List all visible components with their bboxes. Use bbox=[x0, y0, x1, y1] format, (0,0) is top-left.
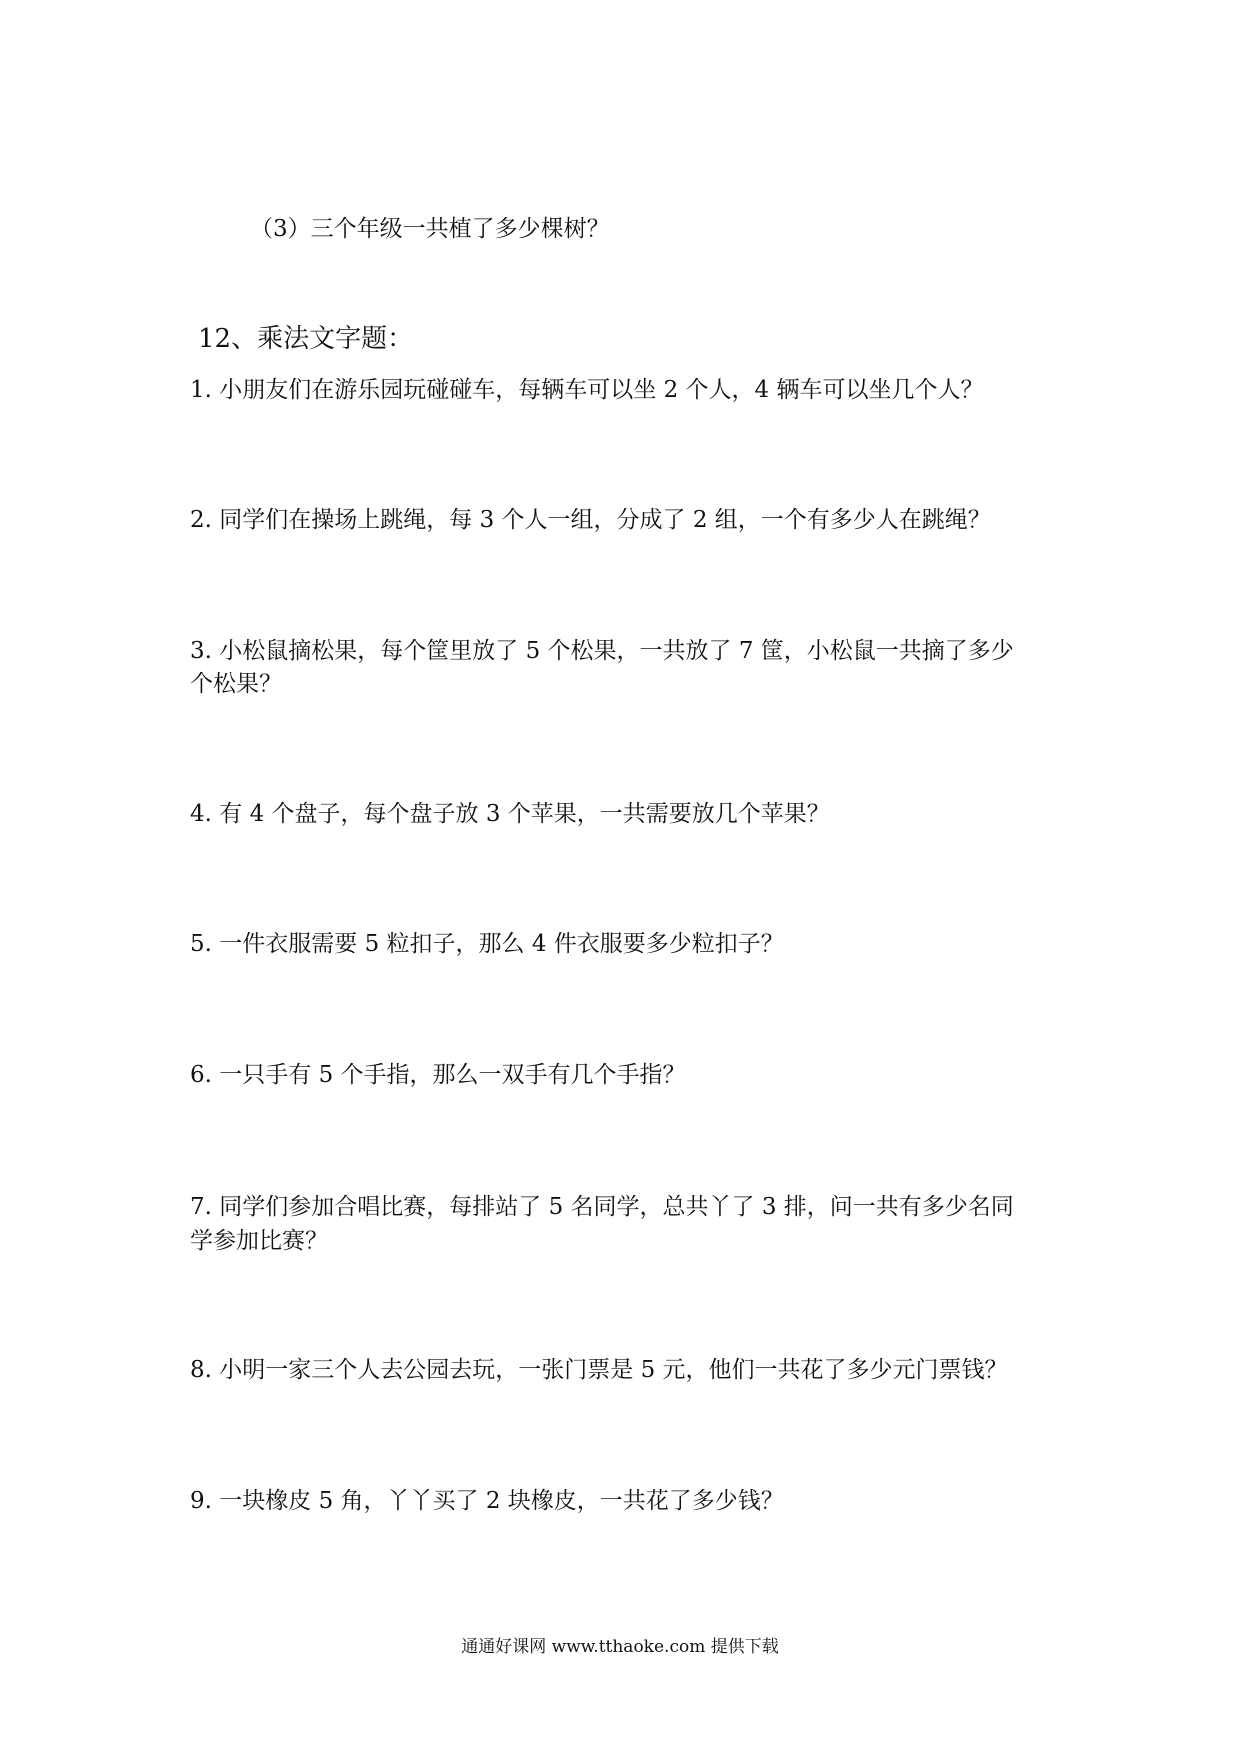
sub-question-3: （3）三个年级一共植了多少棵树？ bbox=[250, 216, 610, 242]
question-7-line-2: 学参加比赛？ bbox=[190, 1228, 328, 1254]
question-5: 5. 一件衣服需要 5 粒扣子，那么 4 件衣服要多少粒扣子？ bbox=[190, 931, 784, 957]
question-7-line-1: 7. 同学们参加合唱比赛，每排站了 5 名同学，总共丫了 3 排，问一共有多少名同 bbox=[190, 1194, 1014, 1220]
section-title: 12、乘法文字题： bbox=[198, 324, 414, 354]
question-8: 8. 小明一家三个人去公园去玩，一张门票是 5 元，他们一共花了多少元门票钱？ bbox=[190, 1357, 1008, 1383]
question-6: 6. 一只手有 5 个手指，那么一双手有几个手指？ bbox=[190, 1062, 686, 1088]
question-1: 1. 小朋友们在游乐园玩碰碰车，每辆车可以坐 2 个人，4 辆车可以坐几个人？ bbox=[190, 377, 984, 403]
question-3-line-1: 3. 小松鼠摘松果，每个筐里放了 5 个松果，一共放了 7 筐，小松鼠一共摘了多少 bbox=[190, 638, 1014, 664]
question-3-line-2: 个松果？ bbox=[190, 671, 282, 697]
page-footer: 通通好课网 www.tthaoke.com 提供下载 bbox=[461, 1637, 779, 1657]
question-2: 2. 同学们在操场上跳绳，每 3 个人一组，分成了 2 组，一个有多少人在跳绳？ bbox=[190, 507, 991, 533]
question-9: 9. 一块橡皮 5 角，丫丫买了 2 块橡皮，一共花了多少钱？ bbox=[190, 1488, 784, 1514]
question-4: 4. 有 4 个盘子，每个盘子放 3 个苹果，一共需要放几个苹果？ bbox=[190, 801, 830, 827]
